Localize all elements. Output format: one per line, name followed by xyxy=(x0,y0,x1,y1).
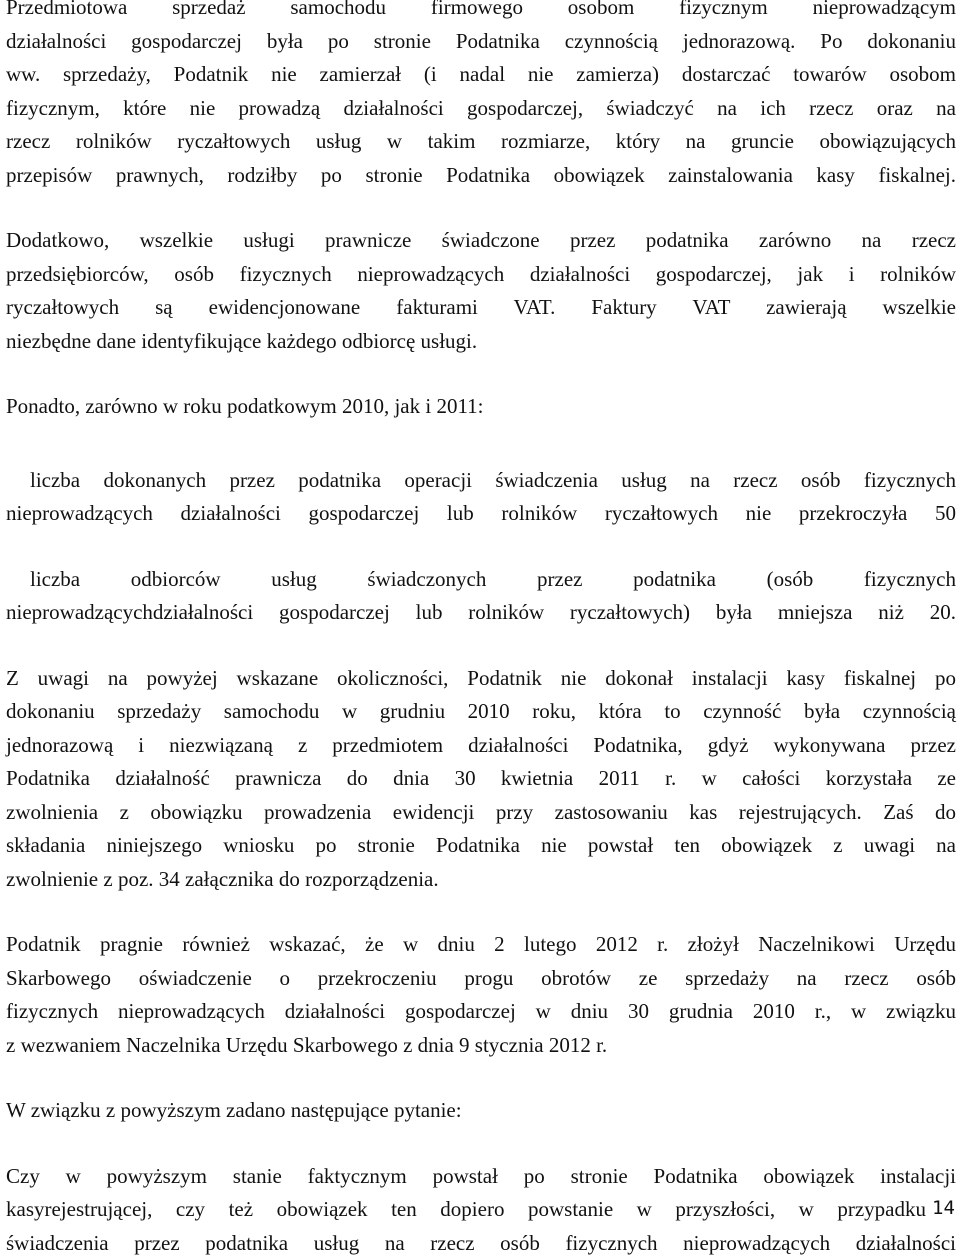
paragraph-spacer xyxy=(6,1128,956,1160)
text-line: zwolnienie z poz. 34 załącznika do rozporządzenia. xyxy=(6,863,956,897)
paragraph-legal-services xyxy=(6,224,956,358)
paragraph-spacer xyxy=(6,358,956,390)
text-line: liczba dokonanych przez podatnika operacji świadczenia usług na rzecz osób fizycznych xyxy=(6,464,956,498)
paragraph-question-intro xyxy=(6,1094,956,1128)
paragraph-question xyxy=(6,1160,956,1260)
paragraph-circumstances xyxy=(6,662,956,897)
text-line: świadczenia przez podatnika usług na rzecz osób fizycznych nieprowadzących działalności xyxy=(6,1227,956,1260)
paragraph-tax-years xyxy=(6,390,956,424)
text-line: Skarbowego oświadczenie o przekroczeniu progu obrotów ze sprzedaży na rzecz osób xyxy=(6,962,956,996)
text-line: Przedmiotowa sprzedaż samochodu firmowego osobom fizycznym nieprowadzącym xyxy=(6,0,956,25)
text-line: ww. sprzedaży, Podatnik nie zamierzał (i nadal nie zamierza) dostarczać towarów osobom xyxy=(6,58,956,92)
text-line: składania niniejszego wniosku po stronie Podatnika nie powstał ten obowiązek z uwagi na xyxy=(6,829,956,863)
text-line: W związku z powyższym zadano następujące pytanie: xyxy=(6,1094,956,1128)
paragraph-vehicle-sale xyxy=(6,0,956,192)
text-line: rzecz rolników ryczałtowych usług w takim rozmiarze, który na gruncie obowiązujących xyxy=(6,125,956,159)
text-line: przepisów prawnych, rodziłby po stronie Podatnika obowiązek zainstalowania kasy fiskalnej. xyxy=(6,159,956,193)
text-line: działalności gospodarczej była po stronie Podatnika czynnością jednorazową. Po dokonaniu xyxy=(6,25,956,59)
paragraph-spacer xyxy=(6,192,956,224)
text-line: Z uwagi na powyżej wskazane okoliczności, Podatnik nie dokonał instalacji kasy fiskalnej po xyxy=(6,662,956,696)
text-line: zwolnienia z obowiązku prowadzenia ewidencji przy zastosowaniu kas rejestrujących. Zaś do xyxy=(6,796,956,830)
paragraph-spacer xyxy=(6,424,956,464)
list-item-recipients-count xyxy=(6,563,956,630)
text-line: przedsiębiorców, osób fizycznych nieprowadzących działalności gospodarczej, jak i rolników xyxy=(6,258,956,292)
list-item-operations-count xyxy=(6,464,956,531)
text-line: Podatnika działalność prawnicza do dnia 30 kwietnia 2011 r. w całości korzystała ze xyxy=(6,762,956,796)
text-line: Podatnik pragnie również wskazać, że w dniu 2 lutego 2012 r. złożył Naczelnikowi Urzędu xyxy=(6,928,956,962)
text-line: fizycznych nieprowadzących działalności gospodarczej w dniu 30 grudnia 2010 r., w związku xyxy=(6,995,956,1029)
text-line: dokonaniu sprzedaży samochodu w grudniu 2010 roku, która to czynność była czynnością xyxy=(6,695,956,729)
paragraph-spacer xyxy=(6,896,956,928)
document-page xyxy=(6,0,956,1260)
text-line: Dodatkowo, wszelkie usługi prawnicze świadczone przez podatnika zarówno na rzecz xyxy=(6,224,956,258)
text-line: niezbędne dane identyfikujące każdego odbiorcę usługi. xyxy=(6,325,956,359)
text-line: jednorazową i niezwiązaną z przedmiotem działalności Podatnika, gdyż wykonywana przez xyxy=(6,729,956,763)
paragraph-spacer xyxy=(6,630,956,662)
text-line: nieprowadzącychdziałalności gospodarczej lub rolników ryczałtowych) była mniejsza niż 20. xyxy=(6,596,956,630)
paragraph-spacer xyxy=(6,531,956,563)
text-line: ryczałtowych są ewidencjonowane fakturami VAT. Faktury VAT zawierają wszelkie xyxy=(6,291,956,325)
text-line: Czy w powyższym stanie faktycznym powstał po stronie Podatnika obowiązek instalacji xyxy=(6,1160,956,1194)
text-line: liczba odbiorców usług świadczonych przez podatnika (osób fizycznych xyxy=(6,563,956,597)
page-number: 14 xyxy=(932,1197,955,1219)
text-line: kasyrejestrującej, czy też obowiązek ten dopiero powstanie w przyszłości, w przypadku xyxy=(6,1193,956,1227)
text-line: nieprowadzących działalności gospodarczej lub rolników ryczałtowych nie przekroczyła 50 xyxy=(6,497,956,531)
paragraph-declaration xyxy=(6,928,956,1062)
text-line: fizycznym, które nie prowadzą działalności gospodarczej, świadczyć na ich rzecz oraz na xyxy=(6,92,956,126)
text-line: z wezwaniem Naczelnika Urzędu Skarbowego z dnia 9 stycznia 2012 r. xyxy=(6,1029,956,1063)
text-line: Ponadto, zarówno w roku podatkowym 2010, jak i 2011: xyxy=(6,390,956,424)
paragraph-spacer xyxy=(6,1062,956,1094)
